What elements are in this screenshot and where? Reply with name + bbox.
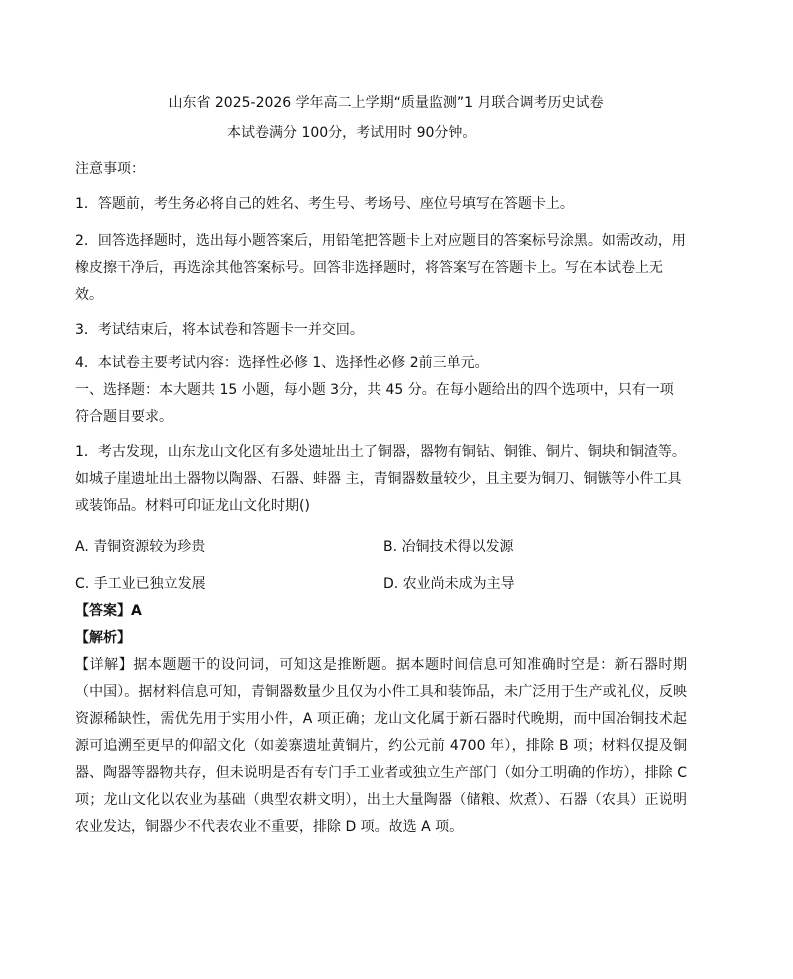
option-b: B. 冶铜技术得以发源 xyxy=(383,539,514,555)
notice-item-2: 2．回答选择题时，选出每小题答案后，用铅笔把答题卡上对应题目的答案标号涂黑。如需改动，用橡皮擦干净后，再选涂其他答案标号。回答非选择题时，将答案写在答题卡上。写在本试卷上无效。 xyxy=(75,233,686,303)
option-c: C. 手工业已独立发展 xyxy=(75,576,206,592)
exam-title: 山东省 2025-2026 学年高二上学期“质量监测”1 月联合调考历史试卷 xyxy=(168,95,604,111)
analysis-heading: 【解析】 xyxy=(75,630,131,646)
question-stem: 1．考古发现，山东龙山文化区有多处遗址出土了铜器，器物有铜钻、铜锥、铜片、铜块和铜渣等。如城子崖遗址出土器物以陶器、石器、蚌器 主，青铜器数量较少，且主要为铜刀、铜镞等小件工具或装饰品。材料可印证龙山文化时期() xyxy=(75,444,686,514)
document-content xyxy=(75,92,687,841)
answer-line: 【答案】A xyxy=(75,603,142,619)
notice-item-1: 1．答题前，考生务必将自己的姓名、考生号、考场号、座位号填写在答题卡上。 xyxy=(75,196,574,212)
option-d: D. 农业尚未成为主导 xyxy=(383,576,515,592)
answer-options xyxy=(75,534,687,598)
notice-item-3: 3．考试结束后，将本试卷和答题卡一并交回。 xyxy=(75,322,364,338)
analysis-detail: 【详解】据本题题干的设问词，可知这是推断题。据本题时间信息可知准确时空是：新石器时期（中国）。据材料信息可知，青铜器数量少且仅为小件工具和装饰品，未广泛用于生产或礼仪，反映资源稀缺性，需优先用于实用小件，A 项正确；龙山文化属于新石器时代晚期，而中国冶铜技术起源可追溯至更早的仰韶文化（如姜寨遗址黄铜片，约公元前 4700 年），排除 B 项；材料仅提及铜器、陶器等器物共存，但未说明是否有专门手工业者或独立生产部门（如分工明确的作坊），排除 C 项；龙山文化以农业为基础（典型农耕文明），出土大量陶器（储粮、炊煮）、石器（农具）正说明农业发达，铜器少不代表农业不重要，排除 D 项。故选 A 项。 xyxy=(75,657,687,835)
notice-item-4: 4．本试卷主要考试内容：选择性必修 1、选择性必修 2前三单元。 xyxy=(75,355,489,371)
section-intro: 一、选择题：本大题共 15 小题，每小题 3分，共 45 分。在每小题给出的四个选项中，只有一项符合题目要求。 xyxy=(75,382,674,425)
exam-subtitle: 本试卷满分 100分，考试用时 90分钟。 xyxy=(227,125,477,141)
option-a: A. 青铜资源较为珍贵 xyxy=(75,539,206,555)
notice-heading: 注意事项： xyxy=(75,161,145,177)
